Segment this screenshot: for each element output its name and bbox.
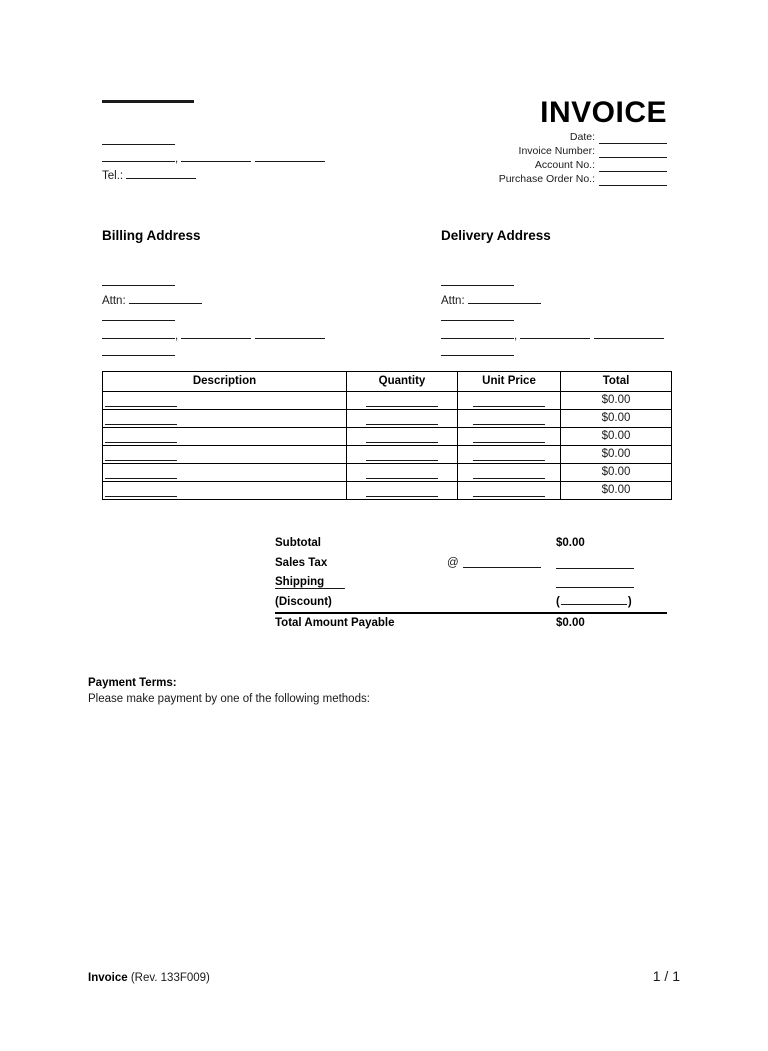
billing-city-state-zip-line: [102, 327, 402, 345]
cell-quantity[interactable]: [347, 392, 458, 410]
meta-value-invoice-number[interactable]: [599, 146, 667, 158]
billing-country-blank[interactable]: [102, 344, 175, 356]
meta-row-purchase-order-no: [499, 172, 667, 186]
row-total-value: $0.00: [601, 412, 631, 424]
discount-open-paren: (: [556, 595, 560, 608]
meta-label-account-no: Account No.:: [534, 159, 595, 171]
cell-unit-price[interactable]: [458, 464, 561, 482]
page-footer: [88, 968, 680, 984]
meta-label-invoice-number: Invoice Number:: [518, 145, 595, 157]
billing-country-line: [102, 344, 402, 362]
unit-price-blank[interactable]: [473, 460, 545, 461]
cell-description[interactable]: [103, 392, 347, 410]
payment-terms-text: Please make payment by one of the following methods:: [88, 693, 370, 705]
cell-total: [561, 428, 672, 446]
meta-value-purchase-order-no[interactable]: [599, 174, 667, 186]
sender-zip-blank[interactable]: [255, 150, 325, 162]
delivery-address-title: Delivery Address: [441, 228, 551, 243]
meta-row-invoice-number: [499, 144, 667, 158]
meta-row-date: [499, 130, 667, 144]
table-row: [103, 392, 672, 410]
subtotal-label: Subtotal: [275, 537, 321, 549]
table-row: [103, 428, 672, 446]
totals-row-subtotal: [275, 534, 667, 554]
payment-terms-title: Payment Terms:: [88, 677, 177, 689]
total-amount-payable-label: Total Amount Payable: [275, 617, 395, 629]
column-header-unit-price: Unit Price: [458, 372, 561, 392]
billing-city-blank[interactable]: [102, 327, 175, 339]
cell-total: [561, 410, 672, 428]
delivery-address-block: [441, 228, 741, 362]
totals-section: [275, 534, 667, 632]
delivery-zip-blank[interactable]: [594, 327, 664, 339]
cell-description[interactable]: [103, 410, 347, 428]
description-blank[interactable]: [105, 442, 177, 443]
description-blank[interactable]: [105, 496, 177, 497]
total-amount-payable-value: $0.00: [556, 617, 585, 629]
discount-close-paren: ): [627, 595, 632, 608]
delivery-attn-blank[interactable]: [468, 292, 541, 304]
billing-address-blank[interactable]: [102, 309, 175, 321]
sender-comma: ,: [175, 153, 179, 165]
cell-description[interactable]: [103, 464, 347, 482]
description-blank[interactable]: [105, 424, 177, 425]
totals-row-sales-tax: [275, 554, 667, 574]
shipping-label: Shipping: [275, 576, 325, 588]
column-header-description: Description: [103, 372, 347, 392]
row-total-value: $0.00: [601, 484, 631, 496]
description-blank[interactable]: [105, 406, 177, 407]
delivery-address-blank[interactable]: [441, 309, 514, 321]
footer-document-name: [88, 972, 210, 984]
cell-unit-price[interactable]: [458, 428, 561, 446]
meta-label-purchase-order-no: Purchase Order No.:: [498, 173, 595, 185]
quantity-blank[interactable]: [366, 442, 438, 443]
cell-quantity[interactable]: [347, 410, 458, 428]
page-title: INVOICE: [540, 96, 667, 129]
cell-unit-price[interactable]: [458, 446, 561, 464]
sender-company-blank[interactable]: [102, 100, 194, 103]
meta-row-account-no: [499, 158, 667, 172]
delivery-company-blank[interactable]: [441, 274, 514, 286]
delivery-country-blank[interactable]: [441, 344, 514, 356]
row-total-value: $0.00: [601, 466, 631, 478]
row-total-value: $0.00: [601, 448, 631, 460]
cell-unit-price[interactable]: [458, 410, 561, 428]
quantity-blank[interactable]: [366, 478, 438, 479]
sales-tax-rate-blank[interactable]: [463, 567, 541, 568]
meta-value-date[interactable]: [599, 132, 667, 144]
cell-quantity[interactable]: [347, 464, 458, 482]
billing-company-blank[interactable]: [102, 274, 175, 286]
payment-terms-section: [88, 675, 648, 707]
sender-tel-line: [102, 167, 432, 184]
discount-value: [556, 593, 632, 613]
sender-block: [102, 100, 432, 184]
table-row: [103, 446, 672, 464]
table-row: [103, 464, 672, 482]
unit-price-blank[interactable]: [473, 406, 545, 407]
cell-total: [561, 392, 672, 410]
delivery-company-line: [441, 274, 741, 292]
quantity-blank[interactable]: [366, 460, 438, 461]
delivery-state-blank[interactable]: [520, 327, 590, 339]
billing-attn-line: [102, 292, 402, 310]
discount-label: (Discount): [275, 595, 332, 608]
cell-total: [561, 446, 672, 464]
totals-row-discount: [275, 593, 667, 613]
unit-price-blank[interactable]: [473, 442, 545, 443]
delivery-city-blank[interactable]: [441, 327, 514, 339]
footer-revision: (Rev. 133F009): [130, 972, 210, 984]
billing-zip-blank[interactable]: [255, 327, 325, 339]
unit-price-blank[interactable]: [473, 478, 545, 479]
billing-attn-blank[interactable]: [129, 292, 202, 304]
sender-tel-label: Tel.:: [102, 170, 124, 182]
cell-description[interactable]: [103, 446, 347, 464]
delivery-attn-label: Attn:: [441, 294, 465, 307]
cell-quantity[interactable]: [347, 428, 458, 446]
totals-row-shipping: [275, 573, 667, 593]
billing-address-block: [102, 228, 402, 362]
custom-label-blank[interactable]: [275, 588, 345, 589]
delivery-country-line: [441, 344, 741, 362]
cell-quantity[interactable]: [347, 446, 458, 464]
sender-tel-blank[interactable]: [126, 167, 196, 179]
billing-comma: ,: [175, 329, 179, 342]
footer-name-bold: Invoice: [88, 972, 128, 984]
billing-attn-label: Attn:: [102, 294, 126, 307]
totals-row-total-amount-payable: [275, 612, 667, 632]
cell-quantity[interactable]: [347, 482, 458, 500]
sender-city-blank[interactable]: [102, 150, 175, 162]
quantity-blank[interactable]: [366, 424, 438, 425]
row-total-value: $0.00: [601, 394, 631, 406]
delivery-street-line: [441, 309, 741, 327]
subtotal-value: $0.00: [556, 537, 585, 549]
sender-state-blank[interactable]: [181, 150, 251, 162]
quantity-blank[interactable]: [366, 406, 438, 407]
meta-label-date: Date:: [569, 131, 595, 143]
table-row: [103, 410, 672, 428]
row-total-value: $0.00: [601, 430, 631, 442]
billing-state-blank[interactable]: [181, 327, 251, 339]
cell-total: [561, 482, 672, 500]
line-items-table: [102, 371, 672, 500]
sender-address-blank[interactable]: [102, 133, 175, 145]
unit-price-blank[interactable]: [473, 424, 545, 425]
billing-address-title: Billing Address: [102, 228, 201, 243]
sales-tax-label: Sales Tax: [275, 556, 328, 569]
custom-value-blank[interactable]: [556, 587, 634, 588]
description-blank[interactable]: [105, 460, 177, 461]
table-header-row: [103, 372, 672, 392]
cell-unit-price[interactable]: [458, 482, 561, 500]
sender-city-state-zip-line: [102, 150, 432, 167]
delivery-comma: ,: [514, 329, 518, 342]
meta-value-account-no[interactable]: [599, 160, 667, 172]
billing-street-line: [102, 309, 402, 327]
quantity-blank[interactable]: [366, 496, 438, 497]
cell-description[interactable]: [103, 482, 347, 500]
footer-page-number: 1 / 1: [652, 968, 680, 984]
sales-tax-value-blank[interactable]: [556, 568, 634, 569]
invoice-header-right: [499, 96, 667, 186]
table-row: [103, 482, 672, 500]
cell-unit-price[interactable]: [458, 392, 561, 410]
billing-company-line: [102, 274, 402, 292]
sales-tax-at-symbol: @: [447, 556, 459, 569]
discount-value-blank[interactable]: [561, 595, 627, 605]
delivery-city-state-zip-line: [441, 327, 741, 345]
unit-price-blank[interactable]: [473, 496, 545, 497]
delivery-attn-line: [441, 292, 741, 310]
sender-address-line: [102, 133, 432, 150]
cell-total: [561, 464, 672, 482]
description-blank[interactable]: [105, 478, 177, 479]
column-header-quantity: Quantity: [347, 372, 458, 392]
cell-description[interactable]: [103, 428, 347, 446]
column-header-total: Total: [561, 372, 672, 392]
